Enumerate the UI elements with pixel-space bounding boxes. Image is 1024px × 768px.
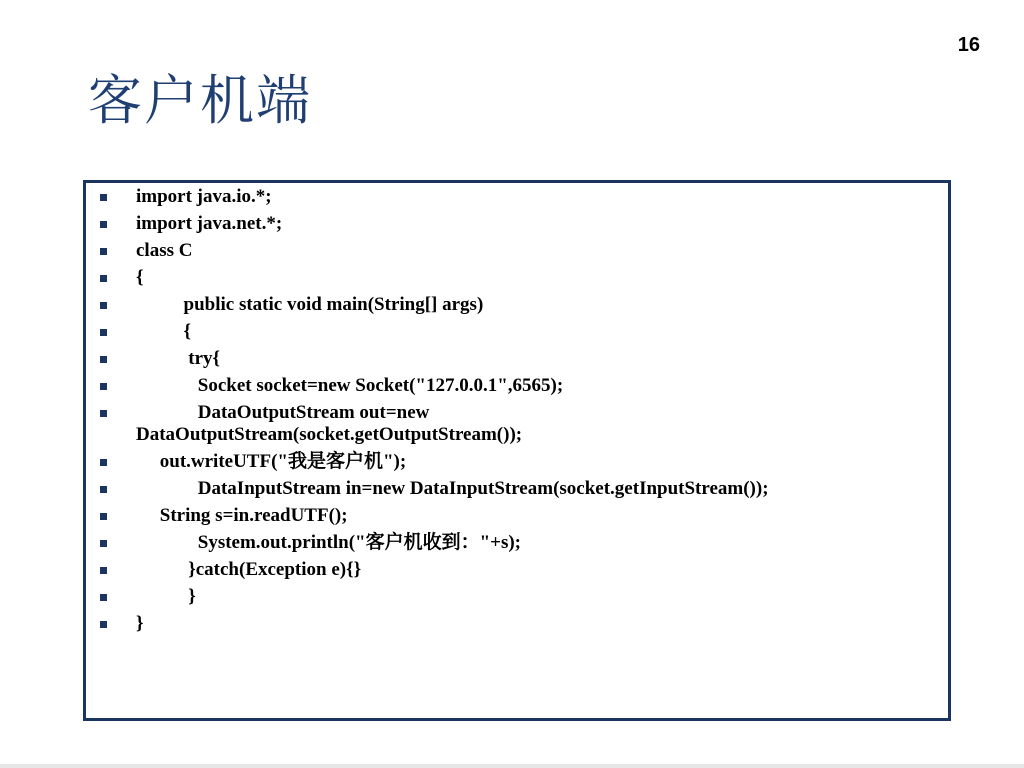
code-line bbox=[98, 559, 938, 581]
code-text: { bbox=[136, 267, 144, 288]
code-line bbox=[98, 321, 938, 343]
square-bullet-icon bbox=[100, 248, 107, 255]
square-bullet-icon bbox=[100, 221, 107, 228]
code-box bbox=[83, 180, 951, 721]
code-line bbox=[98, 213, 938, 235]
page-number: 16 bbox=[957, 34, 980, 56]
square-bullet-icon bbox=[100, 540, 107, 547]
code-line bbox=[98, 294, 938, 316]
code-line bbox=[98, 186, 938, 208]
code-line bbox=[98, 478, 938, 500]
bottom-divider bbox=[0, 764, 1024, 768]
square-bullet-icon bbox=[100, 356, 107, 363]
code-line bbox=[98, 267, 938, 289]
code-text: out.writeUTF("我是客户机"); bbox=[136, 451, 407, 472]
square-bullet-icon bbox=[100, 410, 107, 417]
square-bullet-icon bbox=[100, 594, 107, 601]
square-bullet-icon bbox=[100, 459, 107, 466]
code-text: Socket socket=new Socket("127.0.0.1",6565); bbox=[136, 375, 564, 396]
code-text: DataInputStream in=new DataInputStream(socket.getInputStream()); bbox=[136, 478, 769, 499]
code-line bbox=[98, 451, 938, 473]
code-text: { bbox=[136, 321, 191, 342]
square-bullet-icon bbox=[100, 513, 107, 520]
code-list bbox=[98, 186, 938, 640]
code-text: System.out.println("客户机收到："+s); bbox=[136, 532, 522, 553]
slide-title: 客户机端 bbox=[88, 69, 312, 132]
square-bullet-icon bbox=[100, 486, 107, 493]
code-text: }catch(Exception e){} bbox=[136, 559, 362, 580]
code-line bbox=[98, 613, 938, 635]
code-text: } bbox=[136, 613, 144, 634]
square-bullet-icon bbox=[100, 275, 107, 282]
code-text: } bbox=[136, 586, 196, 607]
code-text: try{ bbox=[136, 348, 220, 369]
square-bullet-icon bbox=[100, 383, 107, 390]
code-text: class C bbox=[136, 240, 193, 261]
code-text: public static void main(String[] args) bbox=[136, 294, 484, 315]
square-bullet-icon bbox=[100, 621, 107, 628]
square-bullet-icon bbox=[100, 567, 107, 574]
code-line bbox=[98, 505, 938, 527]
square-bullet-icon bbox=[100, 329, 107, 336]
square-bullet-icon bbox=[100, 302, 107, 309]
code-text: DataOutputStream out=new DataOutputStream(socket.getOutputStream()); bbox=[136, 402, 523, 445]
code-text: import java.net.*; bbox=[136, 213, 283, 234]
code-text: import java.io.*; bbox=[136, 186, 272, 207]
code-line bbox=[98, 532, 938, 554]
square-bullet-icon bbox=[100, 194, 107, 201]
code-line bbox=[98, 586, 938, 608]
code-line bbox=[98, 402, 938, 446]
code-text: String s=in.readUTF(); bbox=[136, 505, 348, 526]
code-line bbox=[98, 240, 938, 262]
code-line bbox=[98, 348, 938, 370]
code-line bbox=[98, 375, 938, 397]
